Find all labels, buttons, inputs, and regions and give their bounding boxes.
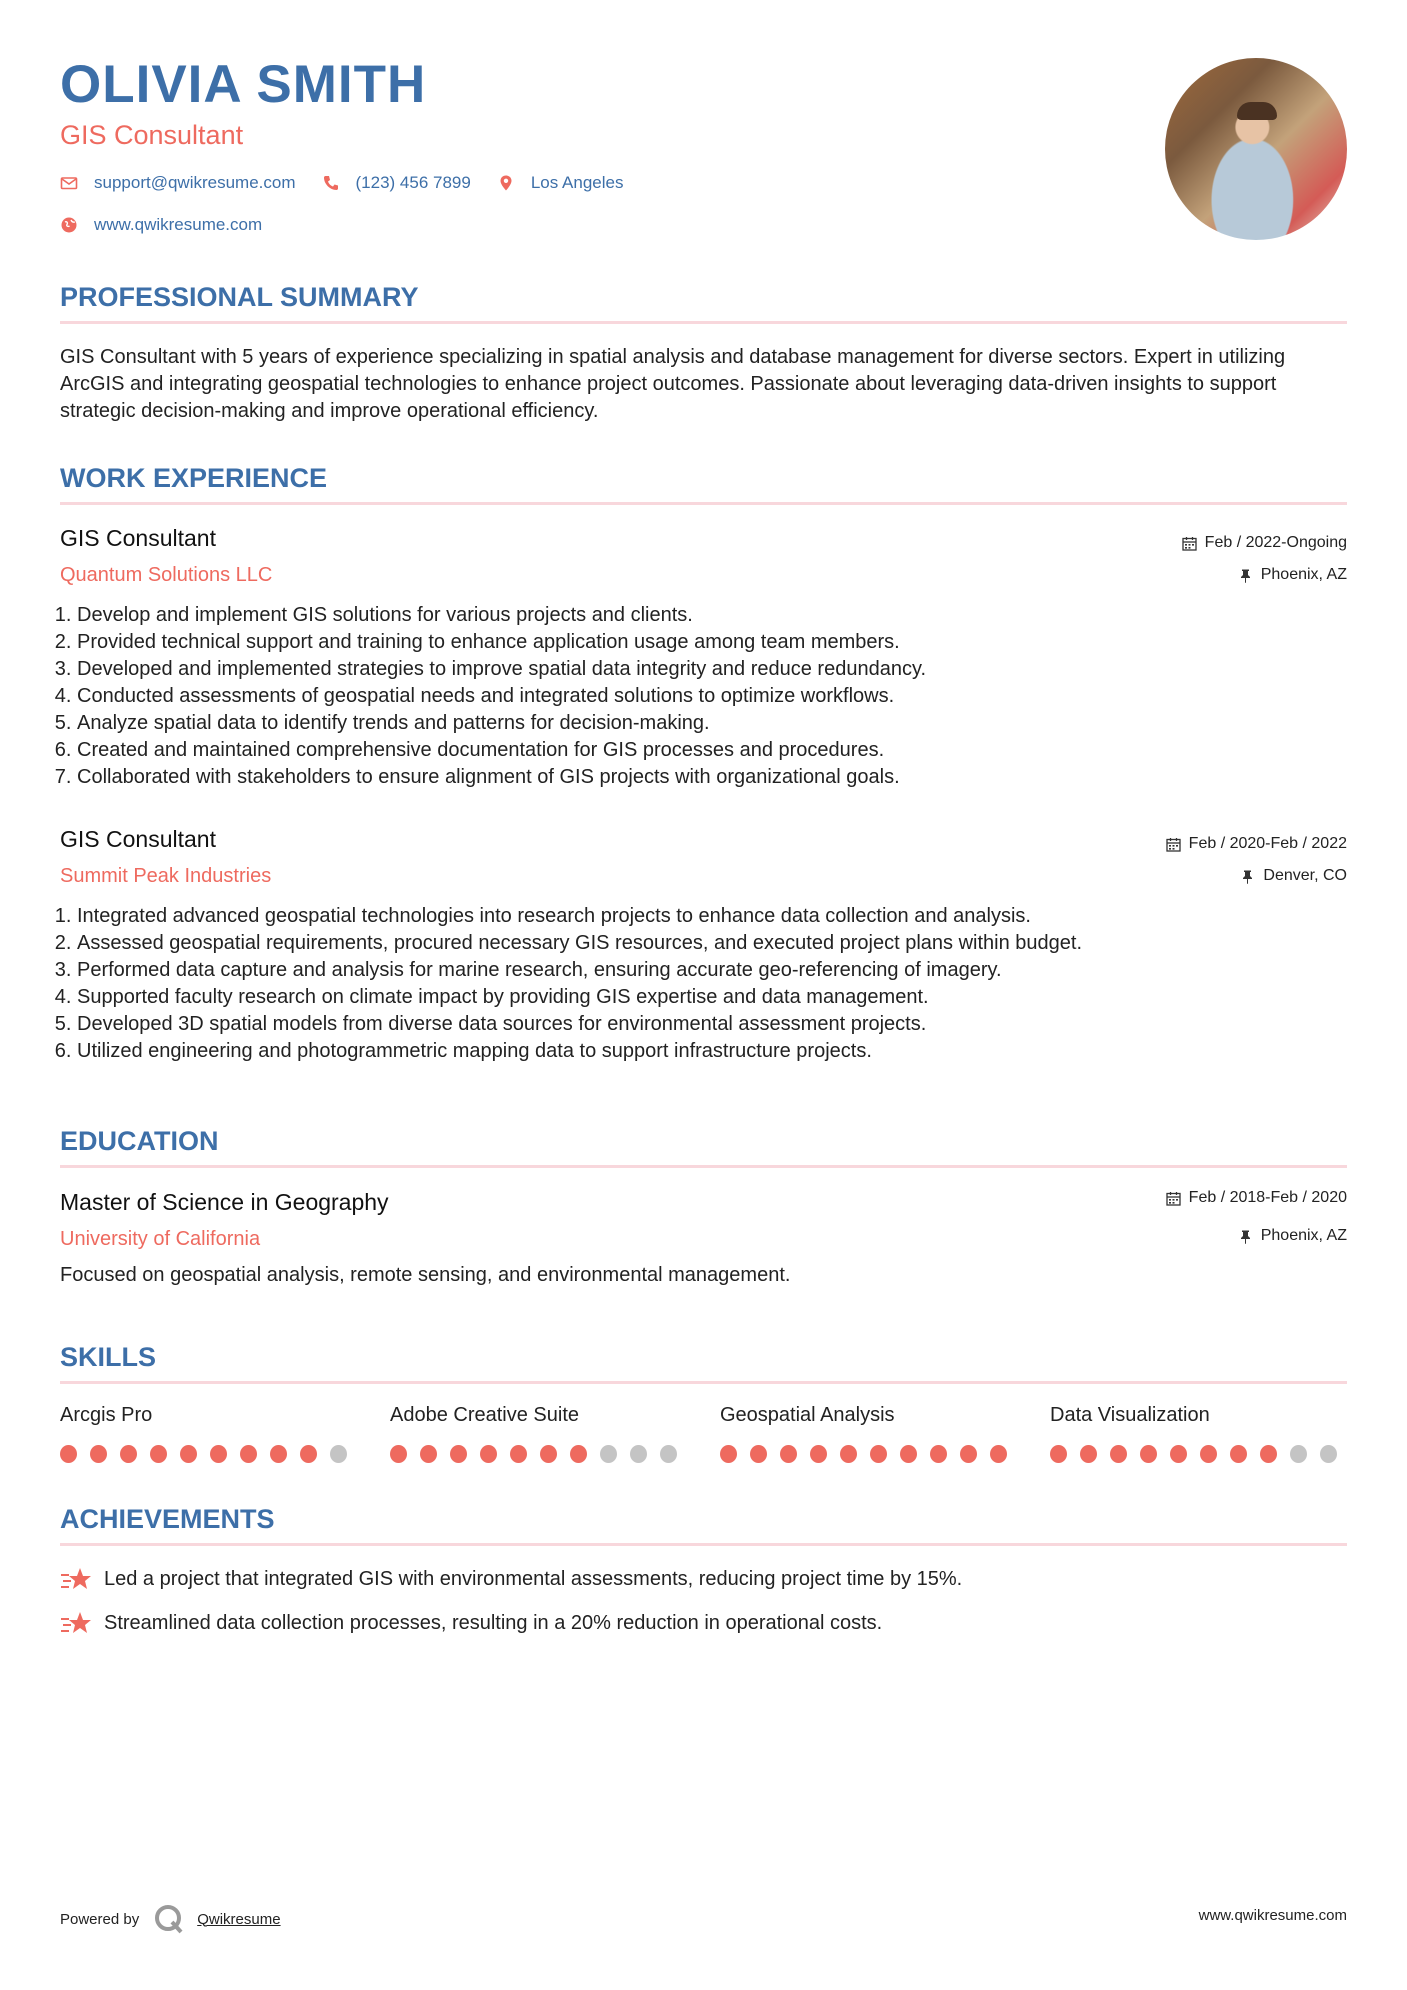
- skill-dot-filled: [1200, 1445, 1217, 1463]
- skill-dot-filled: [120, 1445, 137, 1463]
- phone-icon: [322, 174, 340, 192]
- contact-row-2: [60, 215, 288, 235]
- skill-dot-filled: [270, 1445, 287, 1463]
- education-location: [1238, 1228, 1347, 1244]
- skill-item: [720, 1405, 1020, 1463]
- skill-dot-empty: [1320, 1445, 1337, 1463]
- skill-dot-filled: [1140, 1445, 1157, 1463]
- photo-hair: [1237, 102, 1277, 120]
- job-1-bullets: [60, 602, 1347, 791]
- pushpin-icon: [1240, 869, 1255, 884]
- achievement-text: Led a project that integrated GIS with environmental assessments, reducing project time by 15%.: [104, 1567, 963, 1590]
- list-item: 6. Created and maintained comprehensive documentation for GIS processes and procedures.: [77, 737, 1347, 764]
- job-1-title: GIS Consultant: [60, 525, 216, 551]
- skill-dot-filled: [240, 1445, 257, 1463]
- skill-dot-filled: [780, 1445, 797, 1463]
- achievement-text: Streamlined data collection processes, resulting in a 20% reduction in operational costs.: [104, 1611, 883, 1634]
- list-item: 4. Supported faculty research on climate impact by providing GIS expertise and data management.: [77, 984, 1347, 1011]
- skill-rating: [720, 1445, 1020, 1463]
- list-item: 4. Conducted assessments of geospatial needs and integrated solutions to optimize workflows.: [77, 683, 1347, 710]
- resume-page: [60, 0, 1347, 1990]
- envelope-icon: [60, 174, 78, 192]
- calendar-icon: [1166, 837, 1181, 852]
- education-divider: [60, 1165, 1347, 1168]
- education-description: Focused on geospatial analysis, remote sensing, and environmental management.: [60, 1264, 791, 1286]
- skill-dot-filled: [150, 1445, 167, 1463]
- skill-dot-filled: [810, 1445, 827, 1463]
- skills-divider: [60, 1381, 1347, 1384]
- skill-dot-empty: [630, 1445, 647, 1463]
- achievements-title: ACHIEVEMENTS: [60, 1504, 275, 1534]
- list-item: 3. Performed data capture and analysis for marine research, ensuring accurate geo-referencing of imagery.: [77, 957, 1347, 984]
- email-text: support@qwikresume.com: [94, 173, 296, 192]
- skill-rating: [60, 1445, 360, 1463]
- skill-item: [390, 1405, 690, 1463]
- list-item: 2. Provided technical support and training to enhance application usage among team members.: [77, 629, 1347, 656]
- skill-dot-filled: [480, 1445, 497, 1463]
- candidate-role: GIS Consultant: [60, 120, 244, 150]
- skill-rating: [1050, 1445, 1350, 1463]
- summary-divider: [60, 321, 1347, 324]
- pushpin-icon: [1238, 1229, 1253, 1244]
- skill-dot-filled: [60, 1445, 77, 1463]
- footer-powered-by: [60, 1903, 281, 1935]
- degree-title: Master of Science in Geography: [60, 1189, 389, 1215]
- school-name: University of California: [60, 1228, 261, 1250]
- skill-dot-filled: [1170, 1445, 1187, 1463]
- skill-dot-filled: [930, 1445, 947, 1463]
- job-2-bullets: [60, 903, 1347, 1065]
- calendar-icon: [1182, 536, 1197, 551]
- list-item: 6. Utilized engineering and photogrammetric mapping data to support infrastructure projects.: [77, 1038, 1347, 1065]
- shooting-star-icon: [60, 1566, 92, 1592]
- achievement-item: [60, 1610, 882, 1636]
- experience-divider: [60, 502, 1347, 505]
- summary-title: PROFESSIONAL SUMMARY: [60, 282, 419, 312]
- job-1-location-text: Phoenix, AZ: [1260, 566, 1347, 583]
- map-pin-icon: [497, 174, 515, 192]
- skill-dot-filled: [900, 1445, 917, 1463]
- skill-dot-filled: [90, 1445, 107, 1463]
- skill-name: Data Visualization: [1050, 1404, 1210, 1426]
- list-item: 2. Assessed geospatial requirements, procured necessary GIS resources, and executed project plans within budget.: [77, 930, 1347, 957]
- website-text: www.qwikresume.com: [94, 215, 263, 234]
- skill-dot-filled: [180, 1445, 197, 1463]
- list-item: 3. Developed and implemented strategies to improve spatial data integrity and reduce redundancy.: [77, 656, 1347, 683]
- contact-location: [497, 173, 624, 193]
- skills-title: SKILLS: [60, 1342, 157, 1372]
- skill-dot-filled: [450, 1445, 467, 1463]
- qwikresume-logo-icon: [153, 1903, 185, 1935]
- skill-dot-filled: [870, 1445, 887, 1463]
- list-item: 1. Integrated advanced geospatial technologies into research projects to enhance data collection and analysis.: [77, 903, 1347, 930]
- skill-dot-empty: [600, 1445, 617, 1463]
- skill-dot-filled: [1110, 1445, 1127, 1463]
- globe-icon: [60, 216, 78, 234]
- candidate-name: OLIVIA SMITH: [60, 55, 427, 114]
- education-location-text: Phoenix, AZ: [1260, 1227, 1347, 1244]
- skill-dot-filled: [510, 1445, 527, 1463]
- skill-dot-filled: [540, 1445, 557, 1463]
- calendar-icon: [1166, 1191, 1181, 1206]
- education-dates-text: Feb / 2018-Feb / 2020: [1188, 1189, 1347, 1206]
- contact-website[interactable]: [60, 215, 262, 235]
- powered-by-label: Powered by: [60, 1910, 140, 1928]
- skill-dot-filled: [720, 1445, 737, 1463]
- shooting-star-icon: [60, 1610, 92, 1636]
- job-2-company: Summit Peak Industries: [60, 865, 272, 887]
- achievement-item: [60, 1566, 962, 1592]
- skill-dot-filled: [390, 1445, 407, 1463]
- footer-site[interactable]: www.qwikresume.com: [1198, 1907, 1347, 1924]
- job-2-location: [1240, 868, 1347, 884]
- skill-dot-filled: [1230, 1445, 1247, 1463]
- skill-dot-filled: [750, 1445, 767, 1463]
- skill-name: Geospatial Analysis: [720, 1404, 895, 1426]
- skill-dot-filled: [300, 1445, 317, 1463]
- qwikresume-link[interactable]: Qwikresume: [197, 1910, 281, 1928]
- job-1-dates-text: Feb / 2022-Ongoing: [1204, 534, 1347, 551]
- skill-dot-empty: [330, 1445, 347, 1463]
- phone-text: (123) 456 7899: [355, 173, 471, 192]
- education-title: EDUCATION: [60, 1126, 219, 1156]
- experience-title: WORK EXPERIENCE: [60, 463, 328, 493]
- job-2-dates-text: Feb / 2020-Feb / 2022: [1188, 835, 1347, 852]
- contact-email[interactable]: [60, 173, 296, 193]
- job-1-dates: [1182, 535, 1347, 551]
- job-1-location: [1238, 567, 1347, 583]
- location-text: Los Angeles: [530, 173, 624, 192]
- skill-item: [60, 1405, 360, 1463]
- list-item: 7. Collaborated with stakeholders to ensure alignment of GIS projects with organizational goals.: [77, 764, 1347, 791]
- skill-dot-filled: [570, 1445, 587, 1463]
- summary-text: GIS Consultant with 5 years of experience specializing in spatial analysis and database management for diverse sectors. Expert in utilizing ArcGIS and integrating geospatial technologies to enhance project outcomes. Passionate about leveraging data-driven insights to support strategic decision-making and improve operational efficiency.: [60, 346, 1286, 422]
- list-item: 5. Developed 3D spatial models from diverse data sources for environmental assessment projects.: [77, 1011, 1347, 1038]
- skill-dot-filled: [990, 1445, 1007, 1463]
- job-1-company: Quantum Solutions LLC: [60, 564, 273, 586]
- skill-dot-filled: [960, 1445, 977, 1463]
- job-2-title: GIS Consultant: [60, 826, 216, 852]
- skill-dot-filled: [840, 1445, 857, 1463]
- profile-photo: [1165, 58, 1347, 240]
- skill-dot-filled: [210, 1445, 227, 1463]
- education-dates: [1166, 1190, 1347, 1206]
- contact-phone[interactable]: [322, 173, 471, 193]
- list-item: 5. Analyze spatial data to identify trends and patterns for decision-making.: [77, 710, 1347, 737]
- skill-name: Arcgis Pro: [60, 1404, 153, 1426]
- skill-dot-filled: [1260, 1445, 1277, 1463]
- skill-dot-empty: [660, 1445, 677, 1463]
- skill-dot-filled: [1050, 1445, 1067, 1463]
- job-2-location-text: Denver, CO: [1263, 867, 1347, 884]
- pushpin-icon: [1238, 568, 1253, 583]
- achievements-divider: [60, 1543, 1347, 1546]
- skill-dot-filled: [1080, 1445, 1097, 1463]
- skill-item: [1050, 1405, 1350, 1463]
- list-item: 1. Develop and implement GIS solutions for various projects and clients.: [77, 602, 1347, 629]
- skill-name: Adobe Creative Suite: [390, 1404, 580, 1426]
- contact-row-1: [60, 173, 649, 193]
- job-2-dates: [1166, 836, 1347, 852]
- skill-dot-empty: [1290, 1445, 1307, 1463]
- skill-dot-filled: [420, 1445, 437, 1463]
- skill-rating: [390, 1445, 690, 1463]
